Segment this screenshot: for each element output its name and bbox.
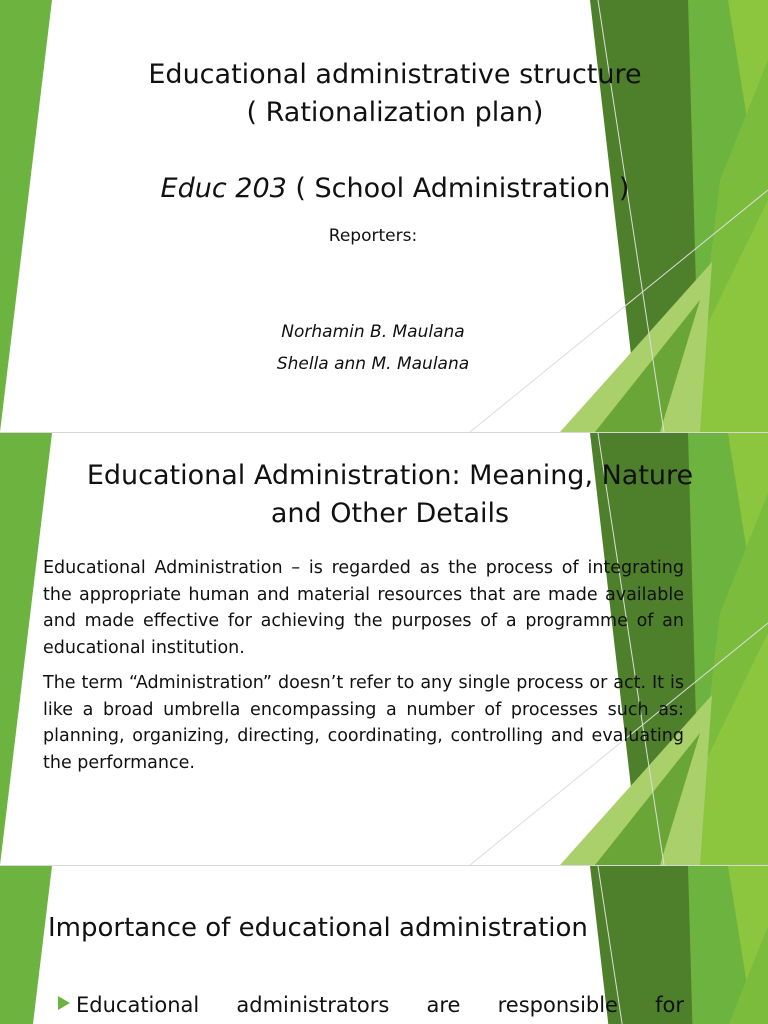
course-name: ( School Administration ) (286, 173, 630, 204)
bullet-arrow-icon (58, 996, 70, 1010)
reporter-name: Shella ann M. Maulana (276, 354, 470, 374)
title-slide (0, 0, 768, 432)
title-line-2: ( Rationalization plan) (246, 97, 544, 128)
course-code: Educ 203 (160, 173, 287, 204)
title-line-1: Educational administrative structure (148, 59, 642, 90)
slide-heading: Importance of educational administration (48, 913, 588, 943)
course-line (60, 170, 730, 208)
bullet-text: Educational administrators are responsible for (76, 993, 684, 1017)
heading-line-1: Educational Administration: Meaning, Nature (86, 460, 694, 491)
administration-paragraph: The term “Administration” doesn’t refer to any single process or act. It is like a broad umbrella encompassing a number of processes such as: planning, organizing, directing, coordinating, controlling and evaluating the performance. (43, 673, 684, 773)
reporters-label: Reporters: (328, 226, 418, 246)
content-slide-meaning (0, 433, 768, 865)
bullet-item (58, 990, 684, 1020)
definition-paragraph: Educational Administration – is regarded as the process of integrating the appropriate human and material resources that are made available and made effective for achieving the purposes of a programme of an educational institution. (43, 558, 684, 658)
title-slide-heading (60, 56, 730, 132)
content-slide-importance (0, 866, 768, 1024)
reporter-name: Norhamin B. Maulana (281, 322, 465, 342)
heading-line-2: and Other Details (270, 498, 510, 529)
slide-heading (40, 457, 740, 533)
